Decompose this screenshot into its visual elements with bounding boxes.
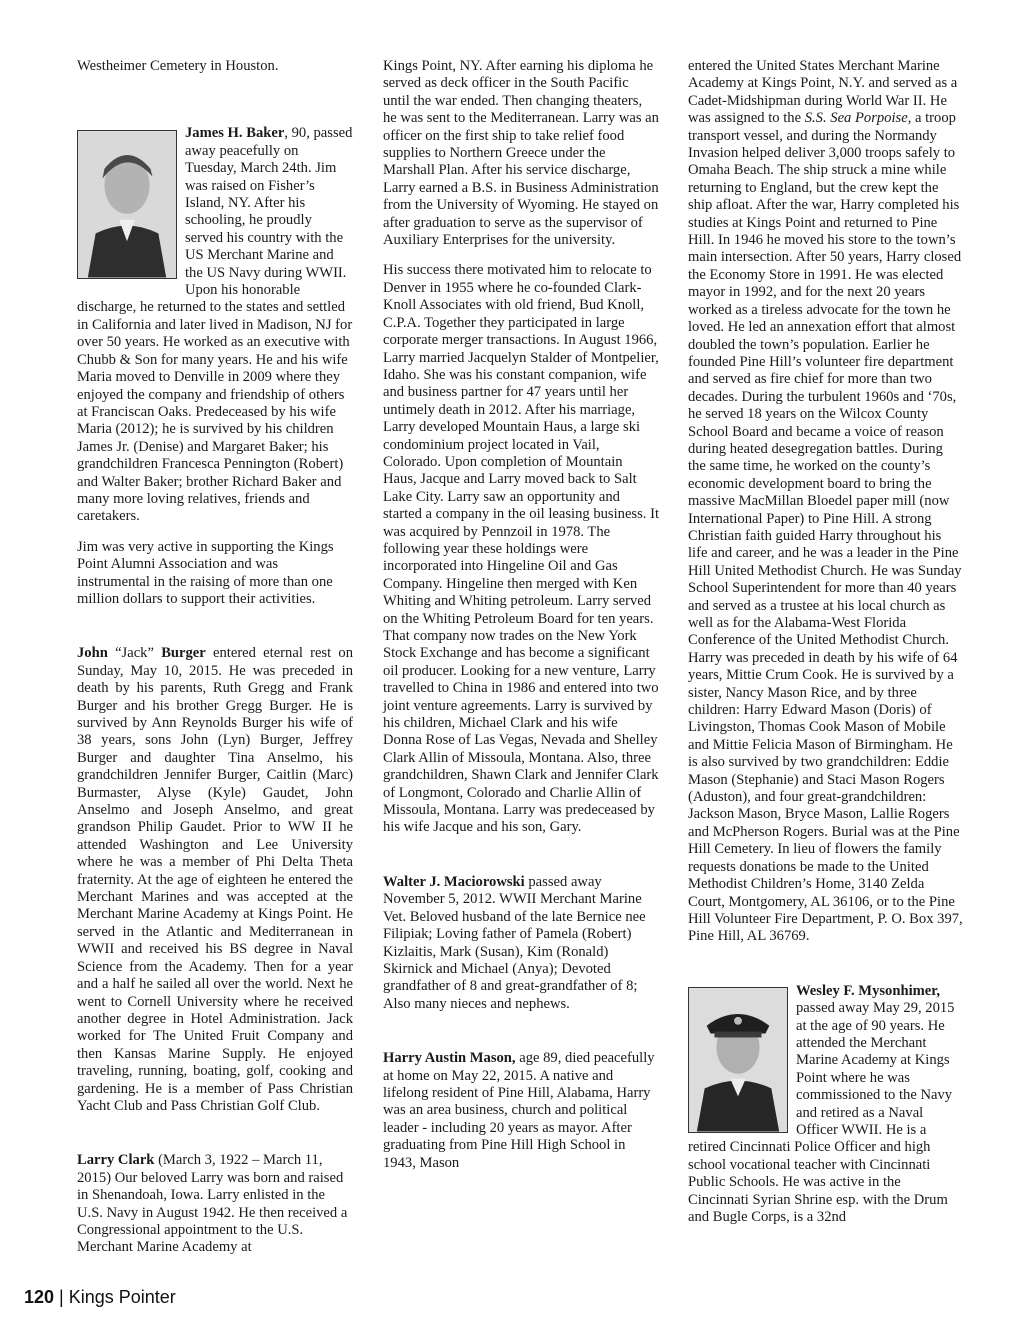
mason-continued <box>688 58 964 946</box>
column-3 <box>688 58 964 1226</box>
burger-nickname: “Jack” <box>115 645 162 662</box>
obituary-maciorowski <box>383 874 659 1013</box>
baker-name: James H. Baker <box>185 125 285 142</box>
maciorowski-name: Walter J. Maciorowski <box>383 873 525 890</box>
column-1 <box>77 58 353 1257</box>
footer-separator: | <box>54 1287 69 1307</box>
clark-text: (March 3, 1922 – March 11, 2015) Our beloved Larry was born and raised in Shenandoah, Iowa. Larry enlisted in the U.S. Navy in August 1942. He then received a Congressional appointment to the U.S. Merchant Marine Academy at <box>77 1152 348 1256</box>
baker-text-2: Jim was very active in supporting the Kings Point Alumni Association and was instrumental in the raising of more than one million dollars to support their activities. <box>77 538 334 607</box>
obituary-clark <box>77 1152 353 1256</box>
portrait-baker-image <box>78 131 176 278</box>
mason-continued-a: entered the United States Merchant Marine Academy at Kings Point, N.Y. and served as a Cadet-Midshipman during World War II. He was assigned to the <box>688 58 958 127</box>
baker-text: , 90, passed away peacefully on Tuesday, March 24th. Jim was raised on Fisher’s Island, NY. After his schooling, he proudly served his country with the US Merchant Marine and the US Navy during WWII. Upon his honorable discharge, he returned to the states and settled in California and later lived in Madison, NJ for over 50 years. He worked as an executive with Chubb & Son for many years. He and his wife Maria moved to Denville in 2009 where they enjoyed the company and friendship of others at Franciscan Oaks. Predeceased by his wife Maria (2012); he is survived by his children James Jr. (Denise) and Margaret Baker; his grandchildren Francesca Pennington (Robert) and Walter Baker; brother Richard Baker and many more loving relatives, friends and caretakers. <box>77 125 353 525</box>
page-footer <box>24 1287 176 1308</box>
portrait-photo-baker <box>77 130 177 279</box>
obituary-mysonhimer <box>688 983 964 1227</box>
mason-continued-b: , a troop transport vessel, and during the Normandy Invasion helped deliver 3,000 troops safely to Omaha Beach. The ship struck a mine while returning to England, but the crew kept the ship afloat. After the war, Harry completed his studies at Kings Point and returned to Pine Hill. In 1946 he moved his store to the town’s main intersection. After 50 years, Harry closed the Economy Store in 1991. He was elected mayor in 1992, and for the next 20 years worked as a tireless advocate for the town he loved. He led an annexation effort that almost doubled the town’s population. Earlier he founded Pine Hill’s volunteer fire department and served as fire chief for more than two decades. During the turbulent 1960s and ‘70s, he served 18 years on the Wilcox County School Board and became a voice of reason during heated desegregation battles. During the same time, he worked on the county’s economic development board to bring the massive MacMillan Bloedel paper mill (now International Paper) to Pine Hill. A strong Christian faith guided Harry throughout his life and career, and he was a leader in the Pine Hill United Methodist Church. He was Sunday School Superintendent for more than 40 years and served as a trustee at his local church as well as for the Alabama-West Florida Conference of the United Methodist Church. Harry was preceded in death by his wife of 64 years, Mittie Crum Cook. He is survived by a sister, Nancy Mason Rice, and by three children: Harry Edward Mason (Doris) of Livingston, Thomas Cook Mason of Mobile and Mittie Felicia Mason of Birmingham. He is also survived by two grandchildren: Eddie Mason (Stephanie) and Staci Mason Rogers (Aduston), and four great-grandchildren: Jackson Mason, Bryce Mason, Lallie Rogers and McPherson Rogers. Burial was at the Pine Hill Cemetery. In lieu of flowers the family requests donations be made to the United Methodist Children’s Home, 3140 Zelda Court, Montgomery, AL 36106, or to the Pine Hill Volunteer Fire Department, P. O. Box 397, Pine Hill, AL 36769. <box>688 110 963 945</box>
burger-name-first: John <box>77 645 116 662</box>
clark-continued-2: His success there motivated him to relocate to Denver in 1955 where he co-founded Clark-Knoll Associates with old friend, Bud Knoll, C.P.A. Together they participated in large corporate merger transactions. In August 1966, Larry married Jacquelyn Stalder of Montpelier, Idaho. She was his constant companion, wife and business partner for 47 years until her untimely death in 2012. After his marriage, Larry developed Mountain Haus, a large ski condominium project located in Vail, Colorado. Upon completion of Mountain Haus, Jacque and Larry moved back to Salt Lake City. Larry saw an opportunity and started a company in the oil leasing business. It was acquired by Pennzoil in 1978. The following year these holdings were incorporated into Hingeline Oil and Gas Company. Hingeline then merged with Ken Whiting and Whiting petroleum. Larry served on the Whiting Petroleum Board for ten years. That company now trades on the New York Stock Exchange and has become a significant oil producer. Looking for a new venture, Larry travelled to China in 1986 and entered into two joint venture agreements. Larry is survived by his children, Michael Clark and his wife Donna Rose of Las Vegas, Nevada and Shelley Clark Allin of Missoula, Montana. Also, three grandchildren, Shawn Clark and Jennifer Clark of Longmont, Colorado and Charlie Allin of Missoula, Montana. Larry was predeceased by his wife Jacque and his son, Gary. <box>383 262 660 836</box>
column-2 <box>383 58 659 1172</box>
obituary-mason <box>383 1050 659 1172</box>
clark-name: Larry Clark <box>77 1152 155 1169</box>
mysonhimer-text: passed away May 29, 2015 at the age of 90 years. He attended the Merchant Marine Academy at Kings Point where he was commissioned to the Navy and retired as a Naval Officer WWII. He is a retired Cincinnati Police Officer and high school vocational teacher with Cincinnati Public Schools. He was active in the Cincinnati Syrian Shrine esp. with the Drum and Bugle Corps, is a 32nd <box>688 1000 955 1225</box>
mason-name: Harry Austin Mason, <box>383 1050 516 1067</box>
westheimer-line: Westheimer Cemetery in Houston. <box>77 58 279 74</box>
portrait-mysonhimer-image <box>689 988 787 1132</box>
page-number: 120 <box>24 1287 55 1307</box>
mysonhimer-name: Wesley F. Mysonhimer, <box>796 982 941 999</box>
maciorowski-text: passed away November 5, 2012. WWII Merchant Marine Vet. Beloved husband of the late Bernice nee Filipiak; Loving father of Pamela (Robert) Kizlaitis, Mark (Susan), Kim (Ronald) Skirnick and Michael (Anya); Devoted grandfather of 8 and great-grandfather of 8; Also many nieces and nephews. <box>383 873 646 1012</box>
burger-text: entered eternal rest on Sunday, May 10, 2015. He was preceded in death by his parents, Ruth Gregg and Frank Burger and his brother Gregg Burger. He is survived by Ann Reynolds Burger his wife of 38 years, sons John (Lyn) Burger, Jeffrey Burger and daughter Tina Anselmo, his grandchildren Jennifer Burger, Caitlin (Marc) Burmaster, Alyse (Kyle) Gaudet, John Anselmo and Joseph Anselmo, and great grandson Philip Gaudet. Prior to WW II he attended Washington and Lee University where he was a member of Phi Delta Theta fraternity. At the age of eighteen he entered the Merchant Marines and was accepted at the Merchant Marine Academy at Kings Point. He served in the Atlantic and Mediterranean in WWII and received his BS degree in Naval Science from the Academy. Then for a year and a half he sailed all over the world. Next he went to Cornell University where he received another degree in Hotel Administration. Jack worked for The United Fruit Company and then Kansas Marine Supply. He enjoyed traveling, running, boating, golf, cooking and gardening. He is a member of Pass Christian Yacht Club and Pass Christian Golf Club. <box>77 645 353 1114</box>
obituary-baker <box>77 125 353 608</box>
clark-continued-1: Kings Point, NY. After earning his diploma he served as deck officer in the South Pacific until the war ended. Then changing theaters, he was sent to the Mediterranean. Larry was an officer on the first ship to take relief food supplies to Northern Greece under the Marshall Plan. After his service discharge, Larry earned a B.S. in Business Administration from the University of Wyoming. He stayed on after graduation to serve as the supervisor of Auxiliary Enterprises for the university. <box>383 58 659 249</box>
ship-name: S.S. Sea Porpoise <box>804 110 908 127</box>
mason-text: age 89, died peacefully at home on May 22, 2015. A native and lifelong resident of Pine Hill, Alabama, Harry was an area business, church and political leader - including 20 years as mayor. After graduating from Pine Hill High School in 1943, Mason <box>383 1050 655 1171</box>
portrait-photo-mysonhimer <box>688 987 788 1133</box>
obituary-burger <box>77 645 353 1115</box>
publication-name: Kings Pointer <box>68 1287 176 1307</box>
burger-name-last: Burger <box>161 645 206 662</box>
